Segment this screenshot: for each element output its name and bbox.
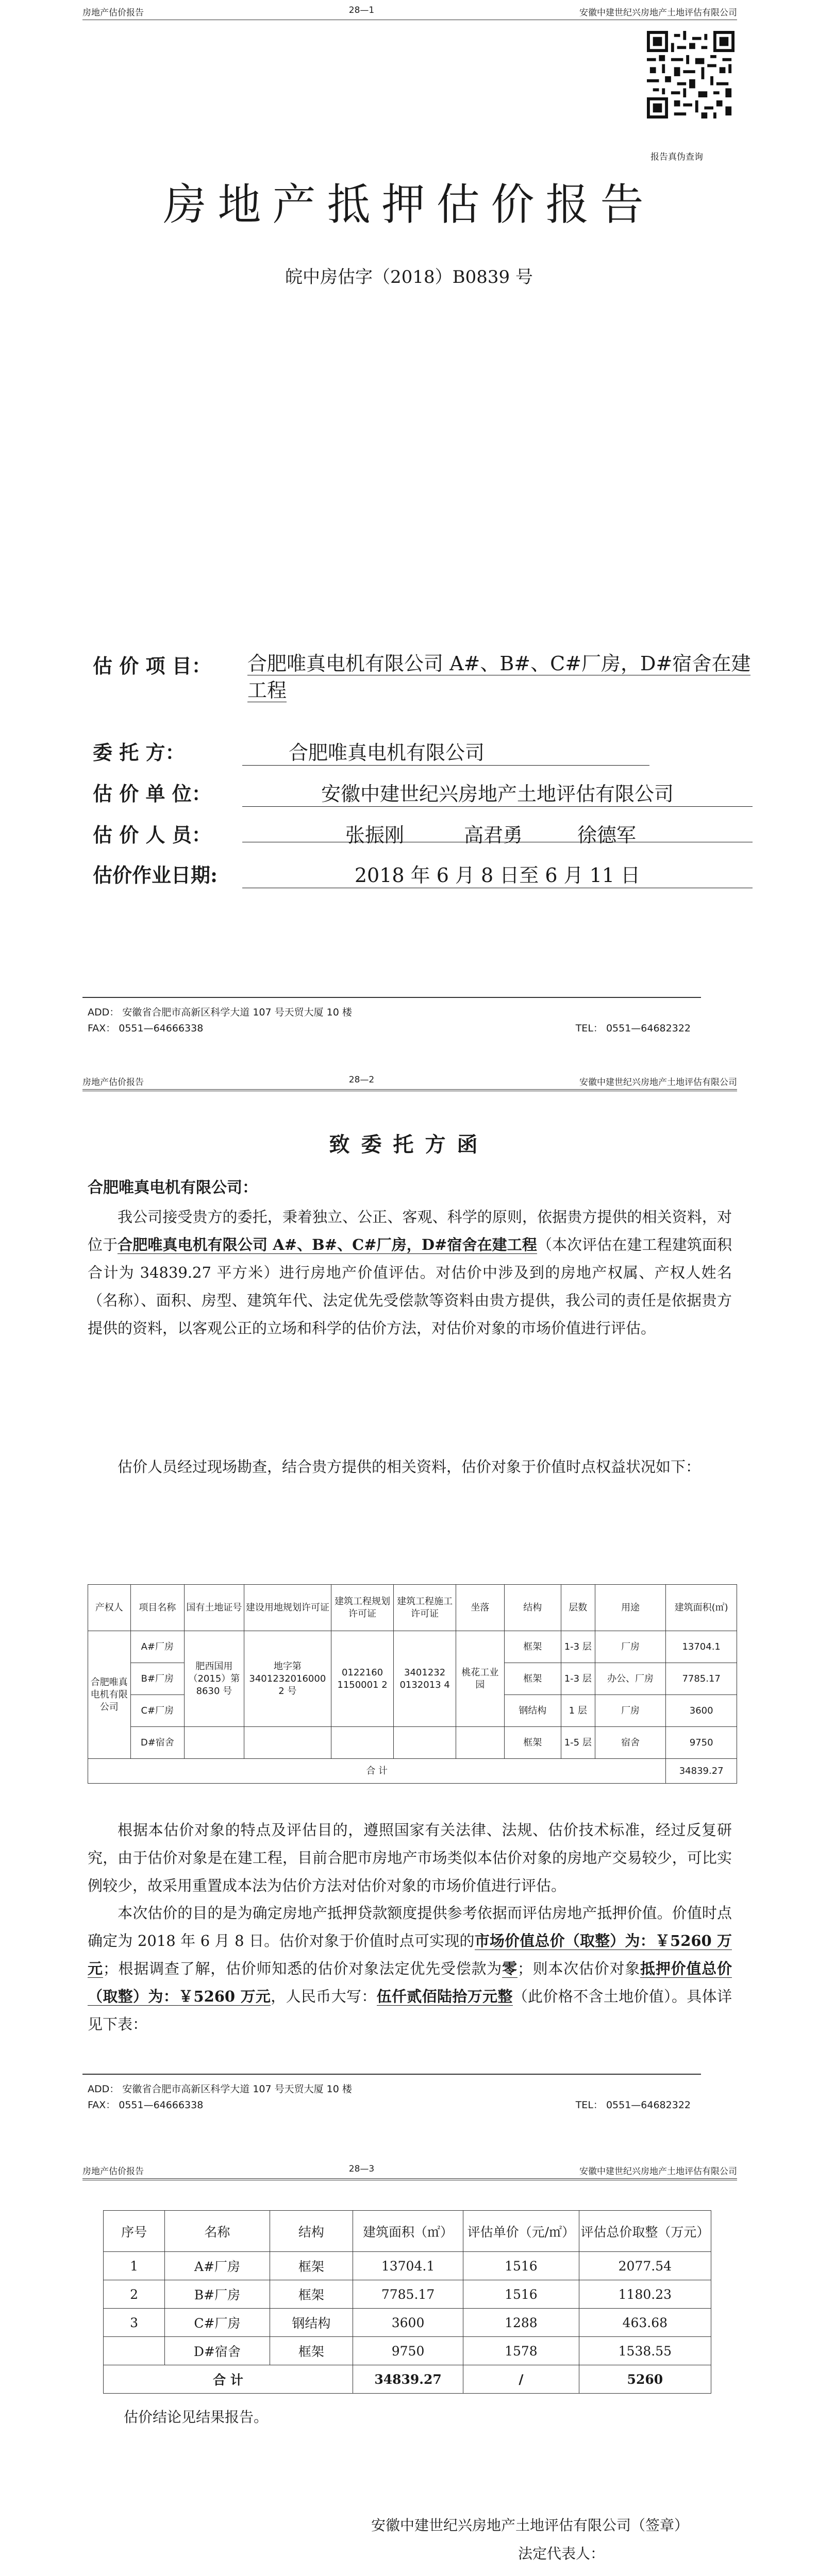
cell-use: 厂房 bbox=[595, 1631, 666, 1663]
header-page-number: 28—3 bbox=[348, 2164, 375, 2174]
cell-floors: 1-3 层 bbox=[561, 1631, 595, 1663]
cell-empty bbox=[394, 1727, 456, 1759]
th-project: 项目名称 bbox=[130, 1585, 185, 1631]
report-number: 皖中房估字（2018）B0839 号 bbox=[285, 267, 533, 287]
page-header bbox=[82, 1075, 737, 1088]
report-title: 房地产抵押估价报告 bbox=[163, 179, 655, 230]
cell-structure: 框架 bbox=[270, 2252, 353, 2280]
cell-floors: 1 层 bbox=[561, 1695, 595, 1727]
header-left: 房地产估价报告 bbox=[82, 2166, 144, 2177]
th-use: 用途 bbox=[595, 1585, 666, 1631]
letter-paragraph-1 bbox=[88, 1203, 732, 1342]
cell-total-area: 34839.27 bbox=[666, 1759, 737, 1784]
info-value-date: 2018 年 6 月 8 日至 6 月 11 日 bbox=[242, 859, 753, 888]
cell-name: D#宿舍 bbox=[165, 2337, 270, 2365]
page-footer bbox=[88, 2081, 722, 2111]
header-right: 安徽中建世纪兴房地产土地评估有限公司 bbox=[579, 1077, 737, 1088]
table-row bbox=[104, 2309, 711, 2337]
cell-area: 7785.17 bbox=[353, 2280, 463, 2309]
footer-tel: TEL： 0551—64682322 bbox=[575, 1023, 691, 1034]
info-label-appraisers: 估 价 人 员： bbox=[93, 823, 211, 846]
letter-paragraph-3 bbox=[88, 1816, 732, 1900]
th-total: 评估总价取整（万元） bbox=[579, 2211, 711, 2252]
cell-structure: 钢结构 bbox=[504, 1695, 561, 1727]
cell-structure: 钢结构 bbox=[270, 2309, 353, 2337]
cell-area: 3600 bbox=[353, 2309, 463, 2337]
letter-paragraph-4 bbox=[88, 1899, 732, 2038]
cell-unit-price: 1516 bbox=[463, 2252, 579, 2280]
cell-area: 7785.17 bbox=[666, 1663, 737, 1695]
cell-name: C#厂房 bbox=[130, 1695, 185, 1727]
cell-total-value: 5260 bbox=[579, 2365, 711, 2394]
cell-name: D#宿舍 bbox=[130, 1727, 185, 1759]
qr-code-icon[interactable] bbox=[647, 31, 734, 118]
cell-index: 3 bbox=[104, 2309, 165, 2337]
header-right: 安徽中建世纪兴房地产土地评估有限公司 bbox=[579, 8, 737, 18]
cell-total: 1180.23 bbox=[579, 2280, 711, 2309]
appraiser-2: 高君勇 bbox=[464, 824, 523, 846]
letter-addressee: 合肥唯真电机有限公司： bbox=[88, 1179, 258, 1197]
info-value-client: 合肥唯真电机有限公司 bbox=[242, 737, 649, 766]
table-total-row bbox=[104, 2365, 711, 2394]
valuation-table bbox=[103, 2210, 711, 2394]
cell-plan-cert: 地字第 3401232016000 2 号 bbox=[244, 1631, 331, 1727]
header-page-number: 28—2 bbox=[348, 1075, 375, 1085]
p1-text-c: （本次评估在建工程建筑面积合计为 34839.27 平方米）进行房地产价值评估。对估价中涉及到的房地产权属、产权人姓名（名称）、面积、房型、建筑年代、法定优先受偿款等资料由贵方提供，我公司的责任是依据贵方提供的资料，以客观公正的立场和科学的估价方法，对估价对象的市场价值进行评估。 bbox=[88, 1236, 732, 1337]
cell-index bbox=[104, 2337, 165, 2365]
signing-company: 安徽中建世纪兴房地产土地评估有限公司（签章） bbox=[371, 2517, 689, 2534]
cell-total: 1538.55 bbox=[579, 2337, 711, 2365]
p4-text-g: ，人民币大写： bbox=[271, 1988, 377, 2005]
p3-text: 根据本估价对象的特点及评估目的，遵照国家有关法律、法规、估价技术标准，经过反复研究，由于估价对象是在建工程，目前合肥市房地产市场类似本估价对象的房地产交易较少，可比实例较少，故采用重置成本法为估价方法对估价对象的市场价值进行评估。 bbox=[88, 1821, 732, 1894]
th-owner: 产权人 bbox=[88, 1585, 131, 1631]
info-label-client: 委 托 方： bbox=[93, 741, 185, 764]
table-row bbox=[104, 2337, 711, 2365]
cover-page bbox=[0, 0, 818, 1051]
footer-rule bbox=[82, 997, 701, 998]
cell-structure: 框架 bbox=[504, 1727, 561, 1759]
cell-name: A#厂房 bbox=[130, 1631, 185, 1663]
cell-total-area: 34839.27 bbox=[353, 2365, 463, 2394]
info-label-project: 估 价 项 目： bbox=[93, 654, 211, 677]
cell-total: 2077.54 bbox=[579, 2252, 711, 2280]
cell-name: A#厂房 bbox=[165, 2252, 270, 2280]
cell-total: 463.68 bbox=[579, 2309, 711, 2337]
cell-area: 13704.1 bbox=[353, 2252, 463, 2280]
page-header bbox=[82, 2164, 737, 2177]
table-row bbox=[88, 1727, 737, 1759]
cell-area: 9750 bbox=[666, 1727, 737, 1759]
info-value-appraisers bbox=[242, 819, 753, 846]
qr-caption: 报告真伪查询 bbox=[650, 152, 703, 162]
cell-name: B#厂房 bbox=[130, 1663, 185, 1695]
p4-text-e: ；则本次估价对象 bbox=[517, 1960, 641, 1977]
appraiser-1: 张振刚 bbox=[345, 824, 405, 846]
cell-unit-price: 1288 bbox=[463, 2309, 579, 2337]
p4-text-i: （此价格不含土地价值）。具体详见下表： bbox=[88, 1988, 732, 2033]
cell-unit-price: 1516 bbox=[463, 2280, 579, 2309]
th-unit-price: 评估单价（元/㎡） bbox=[463, 2211, 579, 2252]
info-value-project-wrap bbox=[247, 650, 753, 704]
cell-total-label: 合 计 bbox=[88, 1759, 666, 1784]
footer-fax: FAX： 0551—64666338 bbox=[88, 1023, 204, 1034]
cell-use: 宿舍 bbox=[595, 1727, 666, 1759]
info-project bbox=[93, 650, 753, 707]
cell-name: C#厂房 bbox=[165, 2309, 270, 2337]
cell-owner: 合肥唯真电机有限公司 bbox=[88, 1631, 131, 1759]
th-location: 坐落 bbox=[456, 1585, 505, 1631]
p4-text-a: 本次估价的目的是为确定房地产抵押贷款额度提供参考依据而评估房地产抵押价值。价值时点确定为 2018 年 6 月 8 日。估价对象于价值时点可实现的 bbox=[88, 1904, 732, 1950]
cell-use: 厂房 bbox=[595, 1695, 666, 1727]
cell-area: 3600 bbox=[666, 1695, 737, 1727]
header-right: 安徽中建世纪兴房地产土地评估有限公司 bbox=[579, 2166, 737, 2177]
cell-structure: 框架 bbox=[504, 1663, 561, 1695]
th-plan-cert: 建设用地规划许可证 bbox=[244, 1585, 331, 1631]
header-left: 房地产估价报告 bbox=[82, 1077, 144, 1088]
cell-area: 9750 bbox=[353, 2337, 463, 2365]
cell-floors: 1-3 层 bbox=[561, 1663, 595, 1695]
table-row bbox=[104, 2280, 711, 2309]
info-label-date: 估价作业日期: bbox=[93, 863, 218, 887]
cell-unit-price: 1578 bbox=[463, 2337, 579, 2365]
th-structure: 结构 bbox=[504, 1585, 561, 1631]
cell-area: 13704.1 bbox=[666, 1631, 737, 1663]
cell-index: 1 bbox=[104, 2252, 165, 2280]
info-label-org: 估 价 单 位： bbox=[93, 782, 211, 805]
p4-mortgage-value: 抵押价值总价（取整）为：￥5260 万元 bbox=[88, 1960, 732, 2005]
table-header-row bbox=[104, 2211, 711, 2252]
cell-construct-cert: 3401232 0132013 4 bbox=[394, 1631, 456, 1727]
header-page-number: 28—1 bbox=[348, 5, 375, 15]
letter-paragraph-2 bbox=[88, 1453, 732, 1481]
table-row bbox=[104, 2252, 711, 2280]
cell-structure: 框架 bbox=[270, 2280, 353, 2309]
footer-fax: FAX： 0551—64666338 bbox=[88, 2099, 204, 2111]
header-rule bbox=[82, 2178, 737, 2179]
cell-land-cert: 肥西国用（2015）第 8630 号 bbox=[185, 1631, 244, 1727]
footer-rule bbox=[82, 2074, 701, 2075]
p2-text: 估价人员经过现场勘查，结合贵方提供的相关资料，估价对象于价值时点权益状况如下： bbox=[118, 1458, 701, 1476]
table-header-row bbox=[88, 1585, 737, 1631]
cell-total-label: 合 计 bbox=[104, 2365, 353, 2394]
footer-tel: TEL： 0551—64682322 bbox=[575, 2099, 691, 2111]
cell-location: 桃花工业园 bbox=[456, 1631, 505, 1727]
table-row bbox=[88, 1631, 737, 1663]
th-land-cert: 国有土地证号 bbox=[185, 1585, 244, 1631]
p1-text-a: 我公司接受贵方的委托，秉着独立、公正、客观、科学的原则，依据贵方提供的相关资料，对位于 bbox=[88, 1208, 732, 1253]
th-floors: 层数 bbox=[561, 1585, 595, 1631]
legal-representative: 法定代表人： bbox=[518, 2545, 605, 2562]
closing-note: 估价结论见结果报告。 bbox=[124, 2409, 269, 2426]
signing-date bbox=[544, 2573, 674, 2576]
p4-text-c: ；根据调查了解，估价师知悉的估价对象法定优先受偿款为 bbox=[103, 1960, 503, 1977]
cell-empty bbox=[331, 1727, 394, 1759]
cell-empty bbox=[185, 1727, 244, 1759]
th-area: 建筑面积（㎡） bbox=[353, 2211, 463, 2252]
info-value-project: 合肥唯真电机有限公司 A#、B#、C#厂房，D#宿舍在建工程 bbox=[247, 652, 751, 702]
th-area: 建筑面积(㎡) bbox=[666, 1585, 737, 1631]
th-build-cert: 建筑工程规划许可证 bbox=[331, 1585, 394, 1631]
cell-empty bbox=[456, 1727, 505, 1759]
property-rights-table bbox=[88, 1584, 737, 1784]
appraiser-3: 徐德军 bbox=[577, 824, 637, 846]
cell-name: B#厂房 bbox=[165, 2280, 270, 2309]
letter-title: 致委托方函 bbox=[329, 1132, 489, 1157]
th-name: 名称 bbox=[165, 2211, 270, 2252]
cell-empty bbox=[244, 1727, 331, 1759]
cell-build-cert: 0122160 1150001 2 bbox=[331, 1631, 394, 1727]
th-index: 序号 bbox=[104, 2211, 165, 2252]
cell-use: 办公、厂房 bbox=[595, 1663, 666, 1695]
p1-project-name: 合肥唯真电机有限公司 A#、B#、C#厂房，D#宿舍在建工程 bbox=[118, 1236, 537, 1253]
p4-market-value: 市场价值总价（取整）为：￥5260 万元 bbox=[88, 1932, 732, 1977]
p4-priority-claims: 零 bbox=[502, 1960, 517, 1977]
page-footer bbox=[88, 1005, 722, 1035]
info-value-org: 安徽中建世纪兴房地产土地评估有限公司 bbox=[242, 778, 753, 807]
header-left: 房地产估价报告 bbox=[82, 8, 144, 18]
header-rule bbox=[82, 1089, 737, 1090]
page-header bbox=[82, 5, 737, 18]
cell-structure: 框架 bbox=[504, 1631, 561, 1663]
cell-structure: 框架 bbox=[270, 2337, 353, 2365]
p4-amount-words: 伍仟贰佰陆拾万元整 bbox=[376, 1988, 513, 2005]
cell-floors: 1-5 层 bbox=[561, 1727, 595, 1759]
cell-total-unit: / bbox=[463, 2365, 579, 2394]
cell-index: 2 bbox=[104, 2280, 165, 2309]
footer-address: ADD： 安徽省合肥市高新区科学大道 107 号天贸大厦 10 楼 bbox=[88, 2083, 352, 2095]
th-structure: 结构 bbox=[270, 2211, 353, 2252]
table-total-row bbox=[88, 1759, 737, 1784]
th-construct-cert: 建筑工程施工许可证 bbox=[394, 1585, 456, 1631]
footer-address: ADD： 安徽省合肥市高新区科学大道 107 号天贸大厦 10 楼 bbox=[88, 1007, 352, 1018]
